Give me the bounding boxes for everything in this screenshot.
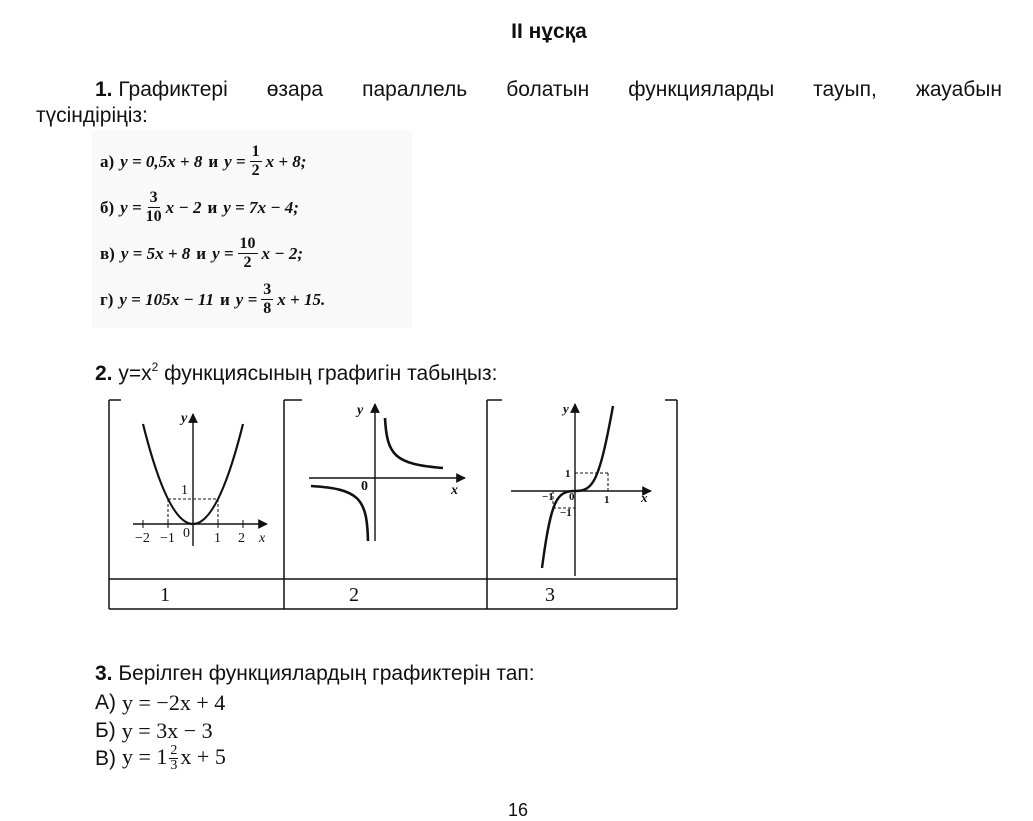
option-formula: y = −2x + 4	[122, 690, 226, 715]
option-b	[95, 718, 213, 744]
formula: y =	[212, 243, 234, 263]
question-1-line-1	[95, 78, 1002, 102]
graph-2-hyperbola	[309, 403, 465, 541]
tick-label: −1	[542, 491, 554, 503]
formula: x + 15.	[277, 289, 326, 309]
formula: y = 7x − 4;	[223, 197, 299, 217]
tick-label: 0	[569, 491, 575, 503]
option-v	[95, 744, 226, 773]
fraction: $\frac{10}{2}$	[239, 235, 256, 271]
item-label: б)	[100, 197, 115, 217]
option-label: В)	[95, 746, 116, 770]
axis-label-y: y	[563, 401, 569, 416]
formula: y = 0,5x + 8	[120, 151, 203, 171]
option-formula: y = 3x − 3	[121, 718, 213, 743]
graph-1-parabola	[133, 411, 267, 546]
tick-label: 0	[183, 526, 190, 541]
option-a	[95, 690, 225, 716]
tick-label: 1	[181, 483, 188, 498]
tick-label: 1	[604, 494, 610, 506]
item-label: а)	[100, 151, 115, 171]
page-number: 16	[508, 800, 529, 820]
formula: y =	[224, 151, 246, 171]
page-title: II нұсқа	[511, 20, 587, 43]
axis-label-y: y	[357, 403, 364, 418]
graph-table	[105, 396, 680, 612]
question-3-number: 3.	[95, 662, 113, 685]
fraction: $\frac{3}{10}$	[145, 189, 162, 225]
question-2-text	[95, 360, 497, 386]
conjunction: и	[207, 197, 218, 217]
q1-word: Графиктері	[118, 78, 228, 101]
option-formula: y = 1 $\frac{2}{3}$ x + 5	[122, 743, 226, 774]
option-label: А)	[95, 691, 116, 714]
question-2-number: 2.	[95, 362, 113, 385]
formula: y =	[235, 289, 258, 309]
graph-label-2: 2	[349, 584, 359, 606]
axis-label-x: x	[259, 531, 266, 546]
graph-label-1: 1	[160, 584, 170, 606]
tick-label: −1	[560, 507, 572, 519]
fraction: $\frac{2}{3}$	[170, 743, 178, 774]
tick-label: 2	[238, 531, 245, 546]
tick-label: −2	[135, 531, 150, 546]
q1-word: өзара	[266, 78, 324, 101]
option-label: Б)	[95, 719, 116, 742]
q1-word: болатын	[506, 78, 590, 101]
question-1-number: 1.	[95, 78, 113, 101]
formula-row-a	[100, 144, 306, 179]
graph-3-cubic	[511, 401, 651, 576]
formula: x + 8;	[265, 151, 307, 171]
formula: y =	[120, 197, 142, 217]
q1-word: функцияларды	[628, 78, 775, 101]
q1-word: тауып,	[813, 78, 877, 101]
table-frame	[109, 400, 677, 609]
question-1-line-2: түсіндіріңіз:	[36, 104, 148, 127]
q2-function: y=x	[118, 362, 152, 385]
formula-row-v	[100, 236, 303, 271]
formula: y = 5x + 8	[120, 243, 191, 263]
tick-label: 1	[214, 531, 221, 546]
q2-prompt: функциясының графигін табыңыз:	[158, 362, 498, 385]
graph-label-3: 3	[545, 584, 555, 606]
q1-word: параллель	[362, 78, 468, 101]
axis-label-x: x	[641, 490, 648, 505]
origin-label: 0	[361, 479, 368, 494]
conjunction: и	[208, 151, 219, 171]
axis-label-y: y	[181, 411, 188, 426]
formula: x − 2;	[261, 243, 304, 263]
q2-exponent: 2	[151, 360, 159, 374]
question-1-formulas	[92, 130, 412, 328]
graph-table-svg	[105, 396, 680, 612]
tick-label: 1	[565, 468, 571, 480]
item-label: в)	[100, 243, 115, 263]
formula-row-g	[100, 282, 325, 317]
tick-label: −1	[160, 531, 175, 546]
axis-label-x: x	[451, 483, 458, 498]
q3-prompt: Берілген функциялардың графиктерін тап:	[112, 662, 535, 685]
conjunction: и	[220, 289, 230, 309]
question-3-text	[95, 662, 535, 686]
formula: x − 2	[165, 197, 202, 217]
conjunction: и	[196, 243, 207, 263]
fraction: $\frac{1}{2}$	[251, 143, 260, 179]
q1-word: жауабын	[915, 78, 1002, 101]
item-label: г)	[100, 289, 114, 309]
formula: y = 105x − 11	[119, 289, 214, 309]
formula-row-b	[100, 190, 299, 225]
fraction: $\frac{3}{8}$	[263, 281, 272, 317]
